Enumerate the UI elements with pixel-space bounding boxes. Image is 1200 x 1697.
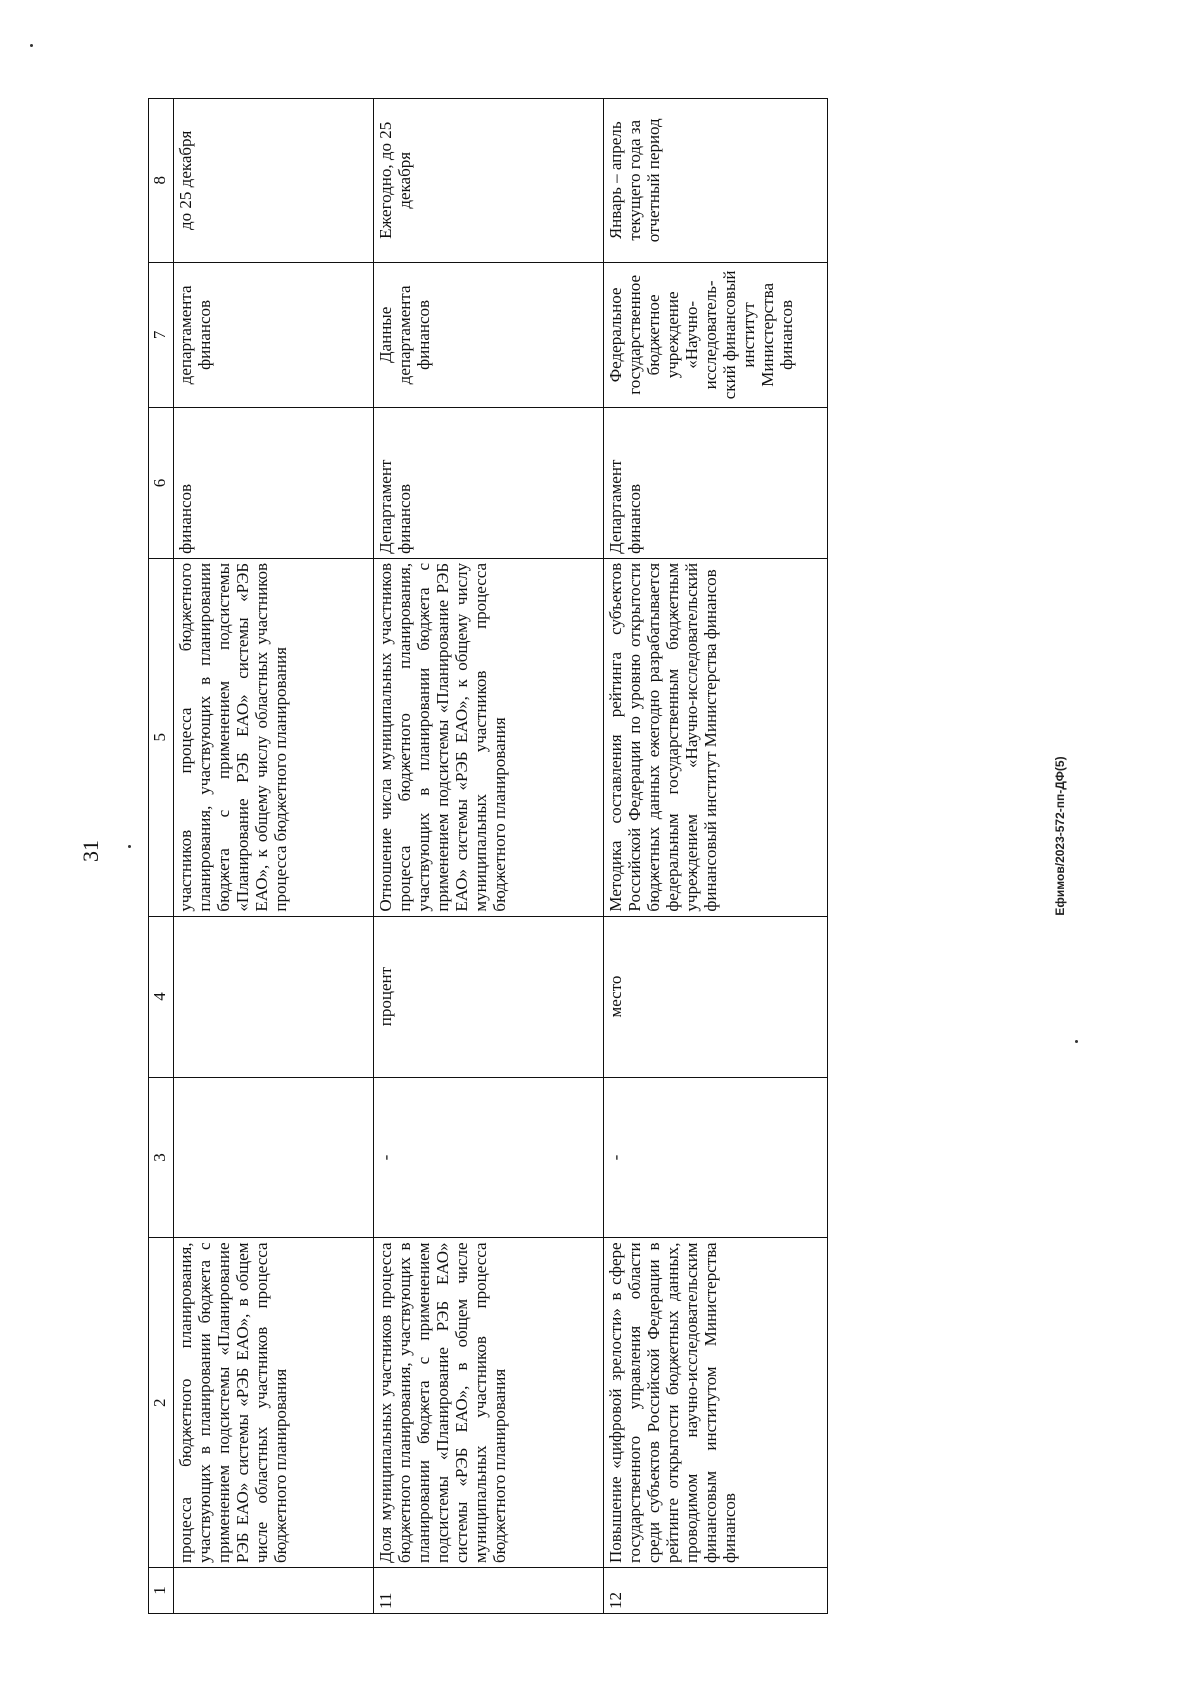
row-number xyxy=(174,1568,374,1614)
rotated-table-container xyxy=(148,98,828,1614)
responsible-body: Департамент финансов xyxy=(604,408,828,559)
indicator-name: процесса бюджетного планирования, участвующих в планировании бюджета с применением подсистемы «Планирование РЭБ ЕАО» системы «РЭБ ЕАО», в общем числе областных участников процесса бюджетного планирования xyxy=(174,1238,374,1568)
calculation-method: участников процесса бюджетного планирования, участвующих в планировании бюджета с применением подсистемы «Планирование РЭБ ЕАО» системы «РЭБ ЕАО», к общему числу областных участников процесса бюджетного планирования xyxy=(174,558,374,916)
column-header: 4 xyxy=(149,916,174,1077)
indicator-name: Повышение «цифровой зрелости» в сфере государственного управления области среди субъектов Российской Федерации в рейтинге открытости бюджетных данных, проводимом научно-исследовательским финансовым институтом Министерства финансов xyxy=(604,1238,828,1568)
deadline: Ежегодно, до 25 декабря xyxy=(374,99,604,263)
table-row xyxy=(604,99,828,1614)
column-header: 3 xyxy=(149,1077,174,1238)
deadline: Январь – апрель текущего года за отчетный период xyxy=(604,99,828,263)
data-source: департамента финансов xyxy=(174,262,374,408)
unit-of-measure xyxy=(174,916,374,1077)
scan-speck xyxy=(30,44,33,47)
row-number: 11 xyxy=(374,1568,604,1614)
table-row xyxy=(374,99,604,1614)
deadline: до 25 декабря xyxy=(174,99,374,263)
column-header: 2 xyxy=(149,1238,174,1568)
column-header: 6 xyxy=(149,408,174,559)
responsible-body: Департамент финансов xyxy=(374,408,604,559)
scan-speck xyxy=(128,845,131,848)
base-value xyxy=(174,1077,374,1238)
table-header-row xyxy=(149,99,174,1614)
calculation-method: Методика составления рейтинга субъектов Российской Федерации по уровню открытости бюджетных данных ежегодно разрабатывается федеральным государственным бюджетным учреждением «Научно-исследовательский финансовый институт Министерства финансов xyxy=(604,558,828,916)
page-number: 31 xyxy=(78,840,103,862)
column-header: 8 xyxy=(149,99,174,263)
indicator-name: Доля муниципальных участников процесса бюджетного планирования, участвующих в планировании бюджета с применением подсистемы «Планирование РЭБ ЕАО» системы «РЭБ ЕАО», в общем числе муниципальных участников процесса бюджетного планирования xyxy=(374,1238,604,1568)
scan-speck xyxy=(1075,1040,1078,1043)
column-header: 7 xyxy=(149,262,174,408)
unit-of-measure: место xyxy=(604,916,828,1077)
unit-of-measure: процент xyxy=(374,916,604,1077)
data-source: Федеральное государственное бюджетное учреждение «Научно-исследователь-ский финансовый институт Министерства финансов xyxy=(604,262,828,408)
data-source: Данные департамента финансов xyxy=(374,262,604,408)
indicators-table xyxy=(148,98,828,1614)
table-row xyxy=(174,99,374,1614)
calculation-method: Отношение числа муниципальных участников процесса бюджетного планирования, участвующих в планировании бюджета с применением подсистемы «Планирование РЭБ ЕАО» системы «РЭБ ЕАО», к общему числу муниципальных участников процесса бюджетного планирования xyxy=(374,558,604,916)
column-header: 5 xyxy=(149,558,174,916)
base-value: - xyxy=(374,1077,604,1238)
responsible-body: финансов xyxy=(174,408,374,559)
column-header: 1 xyxy=(149,1568,174,1614)
base-value: - xyxy=(604,1077,828,1238)
row-number: 12 xyxy=(604,1568,828,1614)
